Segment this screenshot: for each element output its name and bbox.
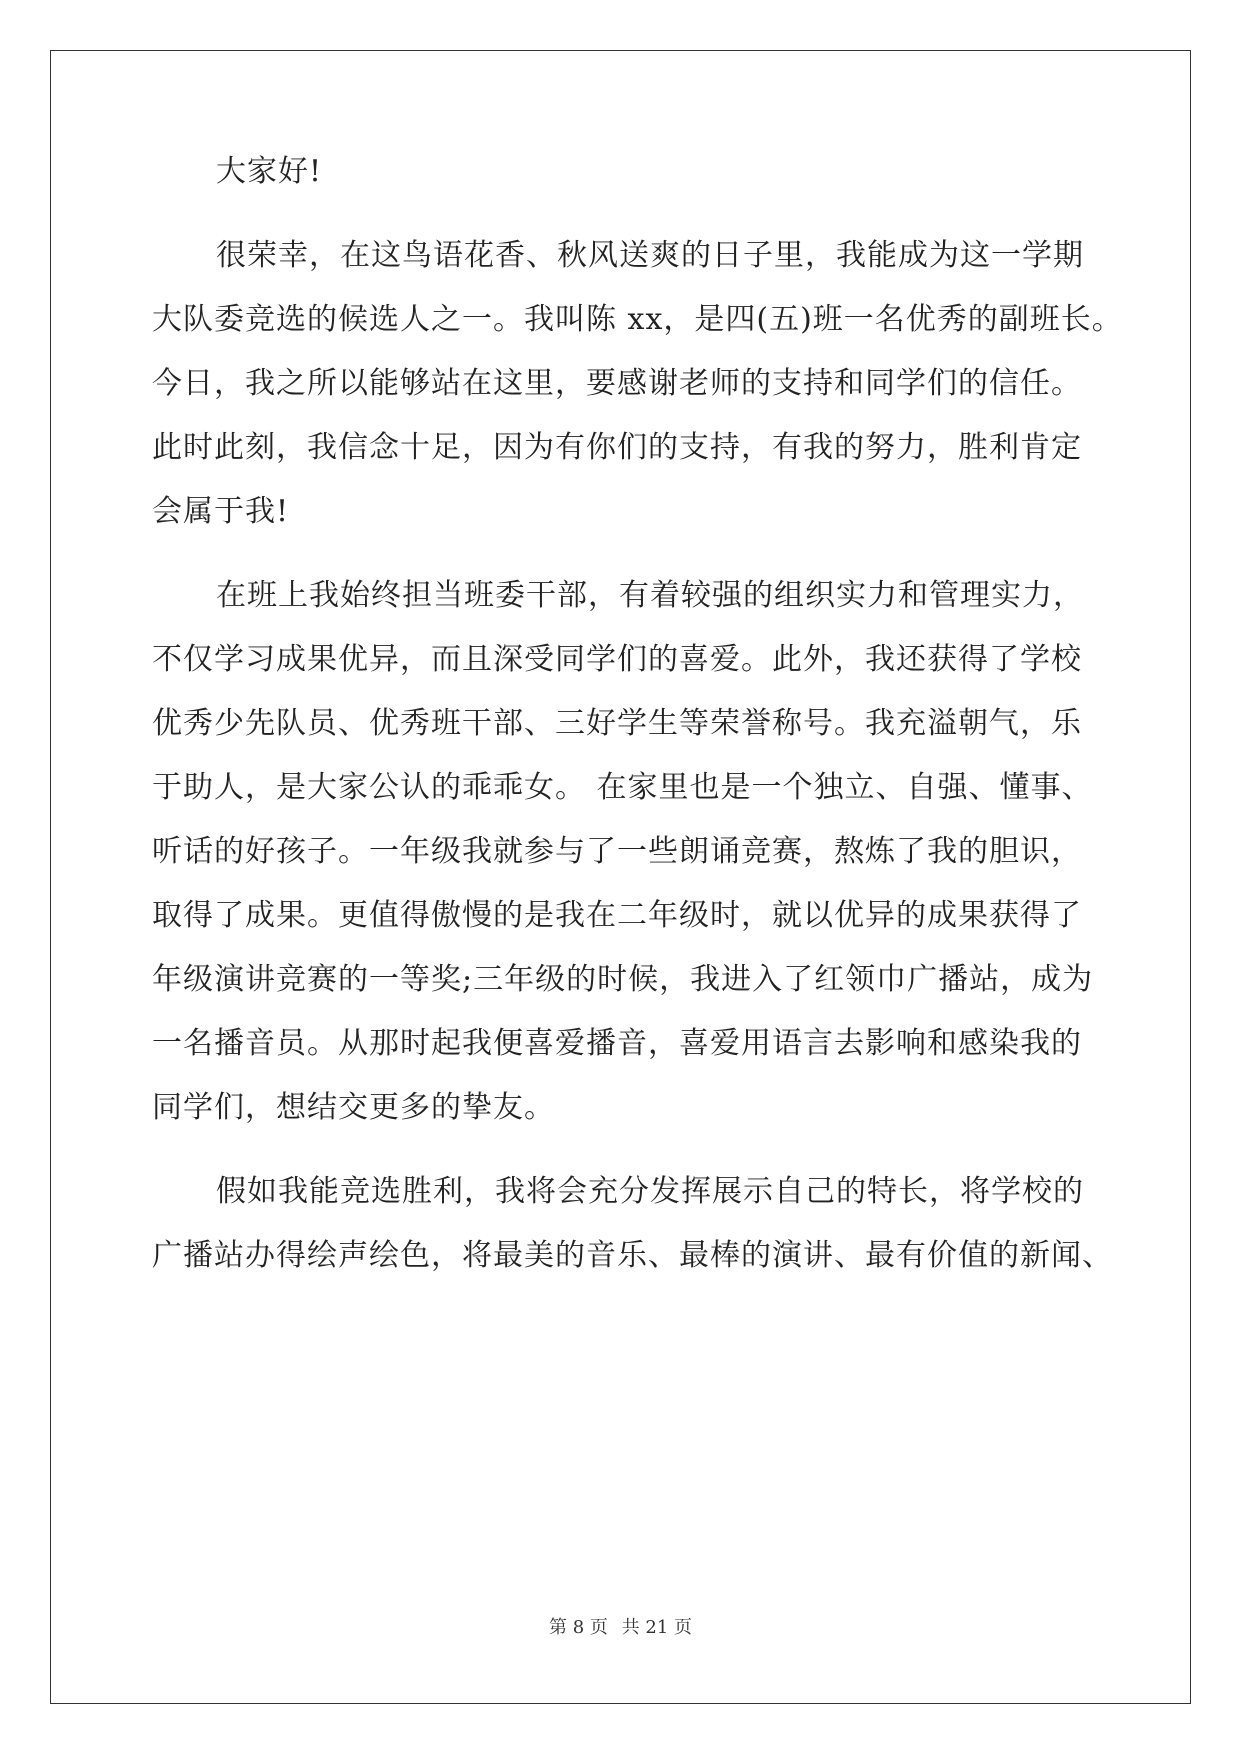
paragraph-2-line-3: 优秀少先队员、优秀班干部、三好学生等荣誉称号。我充溢朝气，乐 [152,706,1082,741]
paragraph-2-line-7: 年级演讲竞赛的一等奖;三年级的时候，我进入了红领巾广播站，成为 [152,962,1094,997]
paragraph-2-line-2: 不仅学习成果优异，而且深受同学们的喜爱。此外，我还获得了学校 [152,642,1082,677]
paragraph-2-line-5: 听话的好孩子。一年级我就参与了一些朗诵竞赛，熬炼了我的胆识， [152,834,1082,869]
paragraph-2-line-1: 在班上我始终担当班委干部，有着较强的组织实力和管理实力， [216,578,1084,613]
paragraph-1-line-3: 今日，我之所以能够站在这里，要感谢老师的支持和同学们的信任。 [152,366,1082,401]
paragraph-1-line-5: 会属于我! [152,494,290,529]
paragraph-1-line-2: 大队委竞选的候选人之一。我叫陈 xx，是四(五)班一名优秀的副班长。 [152,302,1123,337]
paragraph-2-line-4: 于助人，是大家公认的乖乖女。 在家里也是一个独立、自强、懂事、 [152,770,1093,805]
page-footer [0,1616,1241,1640]
paragraph-3-line-1: 假如我能竞选胜利，我将会充分发挥展示自己的特长，将学校的 [216,1174,1084,1209]
page-number: 第 8 页 [549,1617,608,1638]
paragraph-3-line-2: 广播站办得绘声绘色，将最美的音乐、最棒的演讲、最有价值的新闻、 [152,1238,1113,1273]
paragraph-2-line-6: 取得了成果。更值得傲慢的是我在二年级时，就以优异的成果获得了 [152,898,1082,933]
page-border [50,50,1191,1704]
page-total: 共 21 页 [621,1617,692,1638]
paragraph-2-line-9: 同学们，想结交更多的挚友。 [152,1090,555,1125]
paragraph-2-line-8: 一名播音员。从那时起我便喜爱播音，喜爱用语言去影响和感染我的 [152,1026,1082,1061]
paragraph-1-line-4: 此时此刻，我信念十足，因为有你们的支持，有我的努力，胜利肯定 [152,430,1082,465]
paragraph-1-line-1: 很荣幸，在这鸟语花香、秋风送爽的日子里，我能成为这一学期 [216,238,1084,273]
greeting-line: 大家好! [216,154,323,189]
